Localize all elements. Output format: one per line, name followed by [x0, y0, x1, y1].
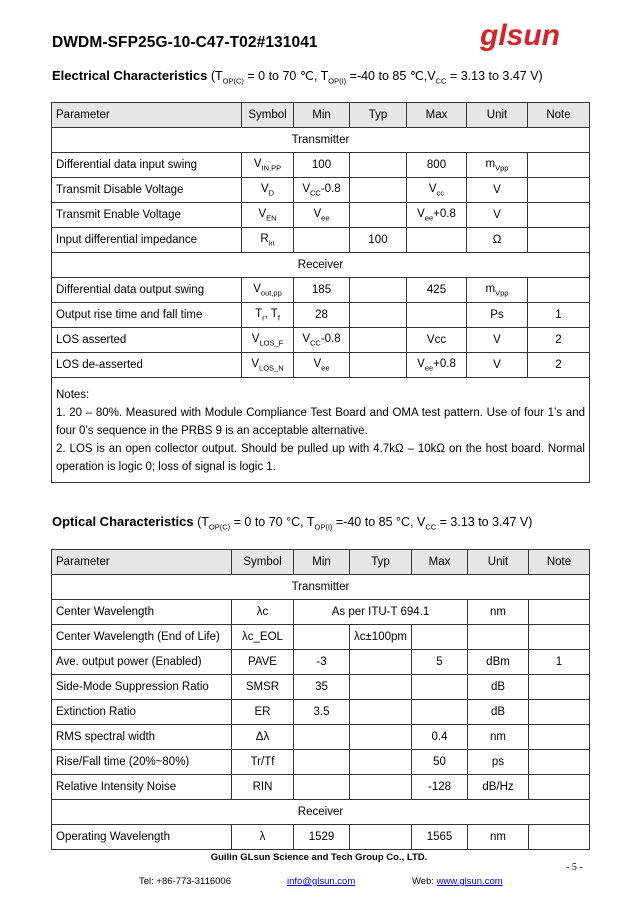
value-cell: λ — [232, 825, 294, 850]
table-row — [52, 700, 590, 725]
parameter-cell: Operating Wavelength — [52, 825, 232, 850]
parameter-cell: Differential data output swing — [52, 278, 242, 303]
value-cell — [528, 153, 590, 178]
notes-cell — [52, 378, 590, 483]
document-title: DWDM-SFP25G-10-C47-T02#131041 — [52, 34, 318, 51]
value-cell: -3 — [294, 650, 350, 675]
column-header-parameter: Parameter — [52, 550, 232, 575]
section-label: Transmitter — [52, 128, 590, 153]
parameter-cell: Extinction Ratio — [52, 700, 232, 725]
value-cell: $V_{ee}$ — [294, 203, 350, 228]
table-row — [52, 178, 590, 203]
value-cell: $V_{ee}$ — [294, 353, 350, 378]
value-cell — [350, 153, 407, 178]
value-cell: ER — [232, 700, 294, 725]
column-header-parameter: Parameter — [52, 103, 242, 128]
value-cell: Vcc — [407, 328, 467, 353]
value-cell: 1 — [529, 650, 590, 675]
value-cell — [350, 353, 407, 378]
value-cell: dB — [468, 675, 529, 700]
value-cell — [350, 725, 412, 750]
value-cell: 3.5 — [294, 700, 350, 725]
parameter-cell: LOS asserted — [52, 328, 242, 353]
section-label: Receiver — [52, 253, 590, 278]
value-cell: 800 — [407, 153, 467, 178]
value-cell: dBm — [468, 650, 529, 675]
value-cell — [528, 228, 590, 253]
table-row — [52, 775, 590, 800]
parameter-cell: Relative Intensity Noise — [52, 775, 232, 800]
note-line: Notes: — [56, 389, 90, 401]
optical-characteristics-table — [51, 549, 590, 850]
table-row — [52, 725, 590, 750]
value-cell: $V_{EN}$ — [242, 203, 294, 228]
note-line: 1. 20 – 80%. Measured with Module Compliance Test Board and OMA test pattern. Use of four 1’s and four 0’s sequence in the PRBS 9 is an acceptable alternative. — [56, 407, 585, 437]
value-cell: -128 — [412, 775, 468, 800]
parameter-cell: Output rise time and fall time — [52, 303, 242, 328]
footer-website: Web: www.glsun.com — [412, 876, 503, 887]
section-label: Transmitter — [52, 575, 590, 600]
value-cell: SMSR — [232, 675, 294, 700]
value-cell — [529, 600, 590, 625]
value-cell: 1565 — [412, 825, 468, 850]
value-cell — [529, 675, 590, 700]
optical-section-row — [52, 575, 590, 600]
value-cell: ps — [468, 750, 529, 775]
column-header-typ: Typ — [350, 550, 412, 575]
parameter-cell: Input differential impedance — [52, 228, 242, 253]
value-cell: λc_EOL — [232, 625, 294, 650]
column-header-unit: Unit — [467, 103, 528, 128]
value-cell: RIN — [232, 775, 294, 800]
value-cell — [350, 203, 407, 228]
value-cell — [407, 303, 467, 328]
value-cell — [294, 625, 350, 650]
electrical-header-row — [52, 103, 590, 128]
footer-email-link[interactable]: info@glsun.com — [287, 876, 356, 887]
table-row — [52, 203, 590, 228]
value-cell: $V_{CC}-0.8$ — [294, 328, 350, 353]
table-row — [52, 353, 590, 378]
value-cell — [528, 178, 590, 203]
footer-phone: Tel: +86-773-3116006 — [139, 876, 231, 887]
value-cell: $V_{CC}-0.8$ — [294, 178, 350, 203]
value-cell — [350, 775, 412, 800]
parameter-cell: Transmit Enable Voltage — [52, 203, 242, 228]
value-cell — [350, 825, 412, 850]
value-cell — [412, 675, 468, 700]
table-row — [52, 328, 590, 353]
value-cell: nm — [468, 825, 529, 850]
column-header-symbol: Symbol — [232, 550, 294, 575]
value-cell: nm — [468, 600, 529, 625]
value-cell: $V_{out,pp}$ — [242, 278, 294, 303]
table-row — [52, 153, 590, 178]
logo-wordmark: glsun — [480, 21, 560, 52]
value-cell: 1 — [528, 303, 590, 328]
value-cell — [468, 625, 529, 650]
value-cell: 0.4 — [412, 725, 468, 750]
value-cell: $R_{in}$ — [242, 228, 294, 253]
footer-company: Guilin GLsun Science and Tech Group Co., LTD. — [210, 852, 428, 863]
column-header-max: Max — [412, 550, 468, 575]
value-cell — [350, 303, 407, 328]
value-cell: 2 — [528, 328, 590, 353]
value-cell — [529, 700, 590, 725]
parameter-cell: Ave. output power (Enabled) — [52, 650, 232, 675]
value-cell — [350, 700, 412, 725]
value-cell — [528, 278, 590, 303]
value-cell — [529, 825, 590, 850]
value-cell: dB/Hz — [468, 775, 529, 800]
parameter-cell: Transmit Disable Voltage — [52, 178, 242, 203]
electrical-section-row — [52, 128, 590, 153]
value-cell: $V_{LOS\_F}$ — [242, 328, 294, 353]
column-header-max: Max — [407, 103, 467, 128]
value-cell: 100 — [350, 228, 407, 253]
value-cell — [412, 700, 468, 725]
table-row — [52, 303, 590, 328]
value-cell — [529, 750, 590, 775]
optical-header-row — [52, 550, 590, 575]
value-cell: $V_{LOS\_N}$ — [242, 353, 294, 378]
table-row — [52, 750, 590, 775]
value-cell: 1529 — [294, 825, 350, 850]
value-cell: $m_{Vpp}$ — [467, 153, 528, 178]
table-row — [52, 600, 590, 625]
value-cell: 2 — [528, 353, 590, 378]
section-label: Receiver — [52, 800, 590, 825]
table-row — [52, 228, 590, 253]
column-header-note: Note — [529, 550, 590, 575]
value-cell: 35 — [294, 675, 350, 700]
value-cell — [412, 625, 468, 650]
value-cell: PAVE — [232, 650, 294, 675]
optical-conditions: ($T_{OP(C)} = 0$ to 70 °C, $T_{OP(I)} =-40$ to 85 °C, $V_{CC} = 3.13$ to 3.47 V) — [193, 515, 533, 532]
value-cell — [294, 775, 350, 800]
value-cell — [529, 725, 590, 750]
value-cell — [529, 775, 590, 800]
value-cell: Ω — [467, 228, 528, 253]
electrical-notes-row — [52, 378, 590, 483]
value-cell — [294, 750, 350, 775]
value-cell: dB — [468, 700, 529, 725]
value-cell: $V_{ee}+0.8$ — [407, 203, 467, 228]
value-cell: $V_{cc}$ — [407, 178, 467, 203]
value-cell: 28 — [294, 303, 350, 328]
table-row — [52, 278, 590, 303]
value-cell: 185 — [294, 278, 350, 303]
value-cell — [350, 178, 407, 203]
electrical-characteristics-table — [51, 102, 590, 483]
value-cell — [407, 228, 467, 253]
value-cell: $V_{IN,PP}$ — [242, 153, 294, 178]
column-header-typ: Typ — [350, 103, 407, 128]
value-cell: λc — [232, 600, 294, 625]
optical-section-row — [52, 800, 590, 825]
note-line: 2. LOS is an open collector output. Should be pulled up with 4.7kΩ – 10kΩ on the host board. Normal operation is logic 0; loss of signal is logic 1. — [56, 443, 585, 473]
value-cell: Ps — [467, 303, 528, 328]
value-cell — [529, 625, 590, 650]
value-cell: 425 — [407, 278, 467, 303]
value-cell — [294, 228, 350, 253]
value-cell — [350, 750, 412, 775]
column-header-min: Min — [294, 103, 350, 128]
column-header-min: Min — [294, 550, 350, 575]
optical-heading: Optical Characteristics ($T_{OP(C)} = 0$ to 70 °C, $T_{OP(I)} =-40$ to 85 °C, $V_{CC} = 3.13$ to 3.47 V) — [52, 514, 533, 532]
electrical-conditions: ($T_{OP(C)} = 0$ to 70 ℃, $T_{OP(I)} =-40$ to 85 $℃,V_{CC} = 3.13$ to 3.47 V) — [207, 69, 543, 86]
electrical-heading: Electrical Characteristics ($T_{OP(C)} = 0$ to 70 ℃, $T_{OP(I)} =-40$ to 85 $℃,V_{CC} = 3.13$ to 3.47 V) — [52, 68, 543, 86]
table-row — [52, 675, 590, 700]
value-cell: $V_{ee}+0.8$ — [407, 353, 467, 378]
glsun-logo — [478, 21, 588, 55]
parameter-cell: RMS spectral width — [52, 725, 232, 750]
value-cell: Δλ — [232, 725, 294, 750]
value-cell: $m_{Vpp}$ — [467, 278, 528, 303]
parameter-cell: Center Wavelength (End of Life) — [52, 625, 232, 650]
value-cell: $V_D$ — [242, 178, 294, 203]
value-cell — [350, 650, 412, 675]
value-cell: V — [467, 178, 528, 203]
value-cell — [294, 725, 350, 750]
table-row — [52, 825, 590, 850]
value-cell: Tr/Tf — [232, 750, 294, 775]
value-cell: V — [467, 328, 528, 353]
parameter-cell: Center Wavelength — [52, 600, 232, 625]
value-cell: As per ITU-T 694.1 — [294, 600, 468, 625]
page-number: - 5 - — [566, 862, 583, 873]
value-cell — [350, 328, 407, 353]
value-cell: $T_r$, $T_f$ — [242, 303, 294, 328]
column-header-symbol: Symbol — [242, 103, 294, 128]
value-cell: 100 — [294, 153, 350, 178]
parameter-cell: Rise/Fall time (20%~80%) — [52, 750, 232, 775]
parameter-cell: Side-Mode Suppression Ratio — [52, 675, 232, 700]
website-link[interactable]: www.glsun.com — [436, 876, 503, 887]
table-row — [52, 625, 590, 650]
value-cell: λc±100pm — [350, 625, 412, 650]
value-cell: 5 — [412, 650, 468, 675]
value-cell — [350, 675, 412, 700]
value-cell: V — [467, 203, 528, 228]
electrical-section-row — [52, 253, 590, 278]
value-cell — [528, 203, 590, 228]
value-cell — [350, 278, 407, 303]
column-header-note: Note — [528, 103, 590, 128]
parameter-cell: Differential data input swing — [52, 153, 242, 178]
value-cell: V — [467, 353, 528, 378]
parameter-cell: LOS de-asserted — [52, 353, 242, 378]
column-header-unit: Unit — [468, 550, 529, 575]
value-cell: 50 — [412, 750, 468, 775]
value-cell: nm — [468, 725, 529, 750]
table-row — [52, 650, 590, 675]
